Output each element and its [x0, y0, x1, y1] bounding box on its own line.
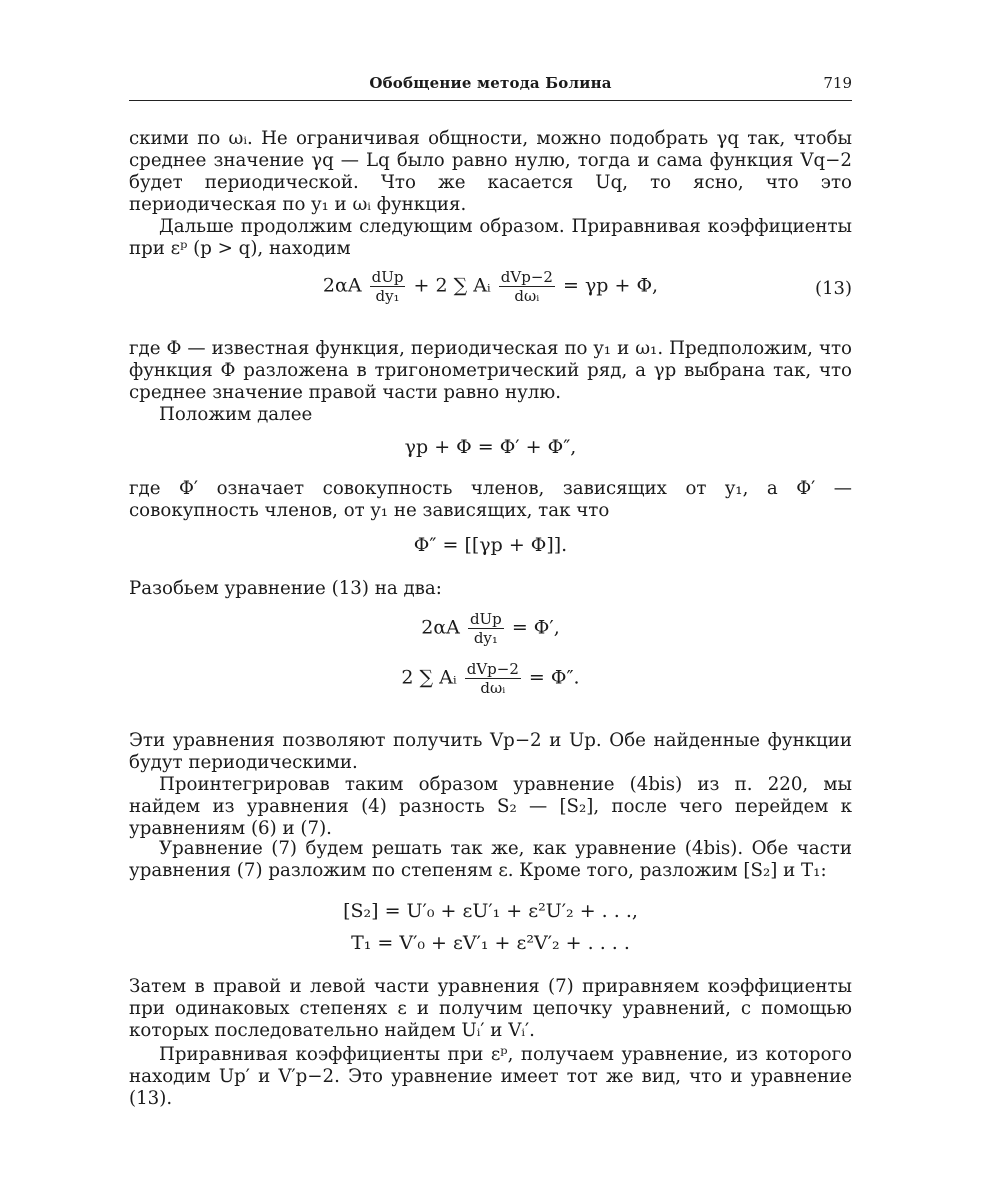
paragraph-7: Эти уравнения позволяют получить Vp−2 и Up. Обе найденные функции будут периодическими.: [129, 730, 852, 773]
equation-s2: [S₂] = U′₀ + εU′₁ + ε²U′₂ + . . .,: [343, 900, 638, 922]
eq-b-fraction: [465, 660, 521, 697]
eq-a-den: dy₁: [473, 629, 498, 647]
equation-number: (13): [815, 278, 852, 299]
eq13-fraction-1: [370, 268, 406, 305]
equation-b: [129, 660, 852, 697]
eq13-frac1-num: dUp: [371, 268, 404, 286]
paragraph-4: Положим далее: [159, 404, 313, 425]
eq-b-right: = Φ″.: [528, 666, 580, 689]
eq13-mid: + 2 ∑ Aᵢ: [413, 274, 491, 297]
eq13-fraction-2: [499, 268, 555, 305]
equation-a: [129, 610, 852, 647]
equation-split: γp + Φ = Φ′ + Φ″,: [404, 436, 577, 458]
eq-b-num: dVp−2: [466, 660, 519, 678]
eq-b-left: 2 ∑ Aᵢ: [401, 666, 457, 689]
paragraph-5: где Φ′ означает совокупность членов, зависящих от y₁, а Φ′ — совокупность членов, от y₁ не зависящих, так что: [129, 478, 852, 521]
eq13-frac2-den: dωᵢ: [514, 287, 540, 305]
header-title: Обобщение метода Болина: [369, 74, 612, 92]
eq-a-right: = Φ′,: [511, 616, 560, 639]
equation-phi-double-prime: Φ″ = [[γp + Φ]].: [413, 534, 568, 556]
paragraph-11: Приравнивая коэффициенты при εᵖ, получаем уравнение, из которого находим Up′ и V′p−2. Это уравнение имеет тот же вид, что и уравнение (13).: [129, 1044, 852, 1109]
eq-a-fraction: [468, 610, 504, 647]
eq-b-den: dωᵢ: [480, 679, 506, 697]
eq13-frac2-num: dVp−2: [500, 268, 553, 286]
paragraph-10: Затем в правой и левой части уравнения (7) приравняем коэффициенты при одинаковых степенях ε и получим цепочку уравнений, с помощью которых последовательно найдем Uᵢ′ и Vᵢ′.: [129, 976, 852, 1041]
paragraph-3: где Φ — известная функция, периодическая по y₁ и ω₁. Предположим, что функция Φ разложена в тригонометрический ряд, а γp выбрана так, что среднее значение правой части равно нулю.: [129, 338, 852, 403]
eq-a-num: dUp: [469, 610, 502, 628]
eq13-right: = γp + Φ,: [562, 274, 659, 297]
paragraph-2: Дальше продолжим следующим образом. Приравнивая коэффициенты при εᵖ (p > q), находим: [129, 216, 852, 259]
paragraph-9: Уравнение (7) будем решать так же, как уравнение (4bis). Обе части уравнения (7) разложим по степеням ε. Кроме того, разложим [S₂] и T₁:: [129, 838, 852, 881]
paragraph-6: Разобьем уравнение (13) на два:: [129, 578, 442, 599]
eq13-frac1-den: dy₁: [375, 287, 400, 305]
running-header: [129, 72, 852, 101]
equation-13: [129, 268, 852, 305]
eq-a-left: 2αA: [421, 616, 460, 639]
eq13-left: 2αA: [322, 274, 362, 297]
equation-t1: T₁ = V′₀ + εV′₁ + ε²V′₂ + . . . .: [351, 932, 630, 954]
page-number: 719: [823, 74, 852, 92]
paragraph-1: скими по ωᵢ. Не ограничивая общности, можно подобрать γq так, чтобы среднее значение γq — Lq было равно нулю, тогда и сама функция Vq−2 будет периодической. Что же касается Uq, то ясно, что это периодическая по y₁ и ωᵢ функция.: [129, 128, 852, 215]
paragraph-8: Проинтегрировав таким образом уравнение (4bis) из п. 220, мы найдем из уравнения (4) разность S₂ — [S₂], после чего перейдем к уравнениям (6) и (7).: [129, 774, 852, 839]
